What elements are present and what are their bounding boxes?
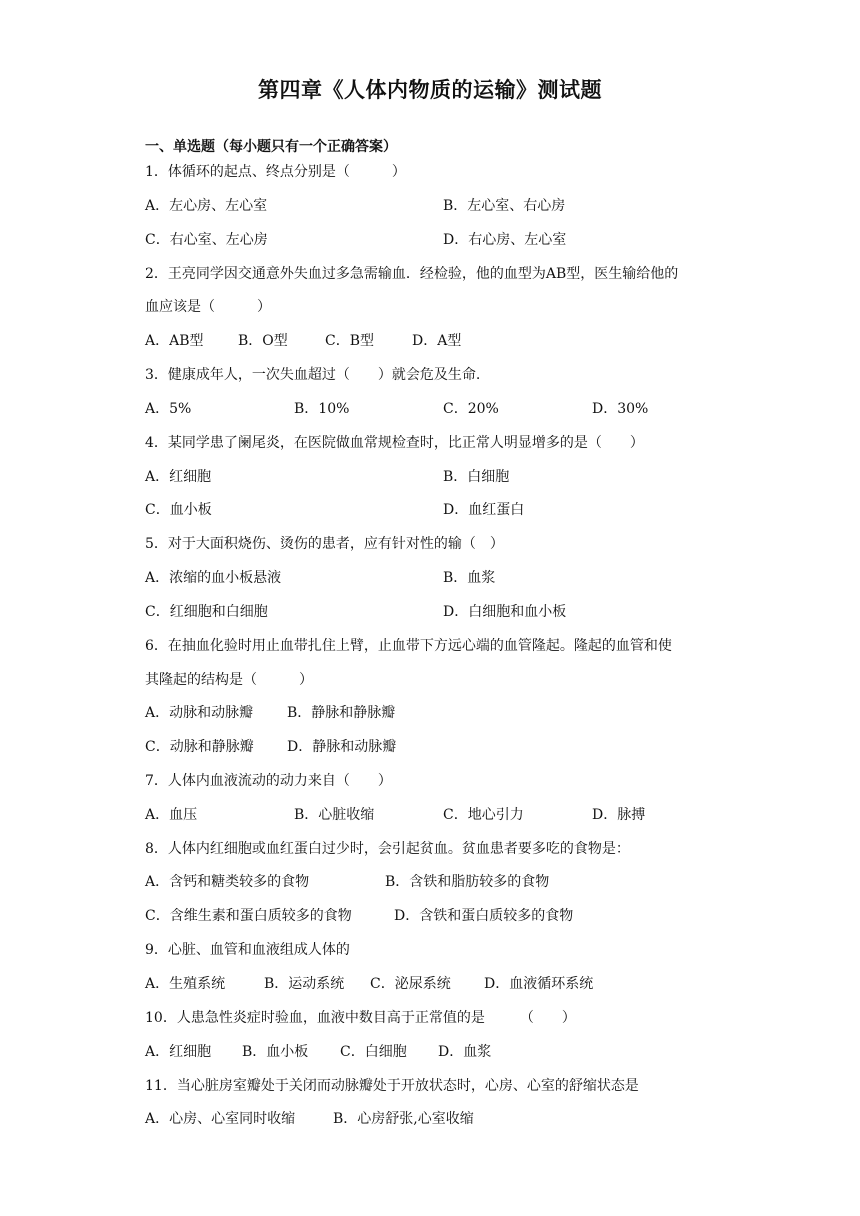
question-9-stem: 9．心脏、血管和血液组成人体的 (145, 942, 350, 958)
question-3-option-c: C．20% (443, 401, 499, 417)
question-8-option-a: A．含钙和糖类较多的食物 (145, 874, 310, 890)
question-2-stem-line-1: 2．王亮同学因交通意外失血过多急需输血．经检验，他的血型为AB型，医生输给他的 (145, 266, 679, 282)
question-8-option-c: C．含维生素和蛋白质较多的食物 (145, 908, 352, 924)
question-10-stem: 10．人患急性炎症时验血，血液中数目高于正常值的是 （ ） (145, 1010, 576, 1026)
question-7-option-a: A．血压 (145, 807, 198, 823)
question-3-option-a: A．5% (145, 401, 192, 417)
question-9-option-c: C．泌尿系统 (370, 976, 451, 992)
question-5-stem: 5．对于大面积烧伤、烫伤的患者，应有针对性的输（ ） (145, 536, 504, 552)
question-9-option-a: A．生殖系统 (145, 976, 226, 992)
question-3-option-b: B．10% (294, 401, 350, 417)
question-7-option-c: C．地心引力 (443, 807, 524, 823)
question-7-stem: 7．人体内血液流动的动力来自（ ） (145, 773, 392, 789)
question-5-option-d: D．白细胞和血小板 (443, 604, 567, 620)
question-1-stem: 1．体循环的起点、终点分别是（ ） (145, 164, 406, 180)
question-2-stem-line-2: 血应该是（ ） (145, 299, 271, 315)
question-6-option-a: A．动脉和动脉瓣 (145, 705, 254, 721)
question-1-option-b: B．左心室、右心房 (443, 198, 566, 214)
question-8-option-b: B．含铁和脂肪较多的食物 (385, 874, 550, 890)
question-4-option-d: D．血红蛋白 (443, 502, 525, 518)
question-1-option-d: D．右心房、左心室 (443, 232, 567, 248)
question-2-option-d: D．A型 (412, 333, 462, 349)
question-6-option-d: D．静脉和动脉瓣 (287, 739, 397, 755)
question-6-stem-line-1: 6．在抽血化验时用止血带扎住上臂，止血带下方远心端的血管隆起。隆起的血管和使 (145, 638, 672, 654)
question-8-option-d: D．含铁和蛋白质较多的食物 (394, 908, 574, 924)
question-4-stem: 4．某同学患了阑尾炎，在医院做血常规检查时，比正常人明显增多的是（ ） (145, 435, 644, 451)
question-8-stem: 8．人体内红细胞或血红蛋白过少时，会引起贫血。贫血患者要多吃的食物是： (145, 841, 630, 857)
question-11-stem: 11．当心脏房室瓣处于关闭而动脉瓣处于开放状态时，心房、心室的舒缩状态是 (145, 1078, 639, 1094)
question-2-option-a: A．AB型 (145, 333, 204, 349)
question-10-option-a: A．红细胞 (145, 1044, 212, 1060)
question-1-option-c: C．右心室、左心房 (145, 232, 268, 248)
question-9-option-d: D．血液循环系统 (484, 976, 594, 992)
question-11-option-a: A．心房、心室同时收缩 (145, 1111, 296, 1127)
question-4-option-b: B．白细胞 (443, 469, 510, 485)
question-4-option-a: A．红细胞 (145, 469, 212, 485)
question-3-option-d: D．30% (592, 401, 649, 417)
page-title: 第四章《人体内物质的运输》测试题 (258, 77, 602, 102)
question-6-option-b: B．静脉和静脉瓣 (287, 705, 396, 721)
question-9-option-b: B．运动系统 (264, 976, 345, 992)
question-10-option-d: D．血浆 (438, 1044, 492, 1060)
question-6-option-c: C．动脉和静脉瓣 (145, 739, 254, 755)
question-5-option-b: B．血浆 (443, 570, 496, 586)
question-7-option-d: D．脉搏 (592, 807, 646, 823)
question-6-stem-line-2: 其隆起的结构是（ ） (145, 672, 313, 688)
question-11-option-b: B．心房舒张,心室收缩 (333, 1111, 474, 1127)
question-3-stem: 3．健康成年人，一次失血超过（ ）就会危及生命. (145, 367, 481, 383)
section-heading: 一、单选题（每小题只有一个正确答案） (145, 139, 397, 155)
question-7-option-b: B．心脏收缩 (294, 807, 375, 823)
question-10-option-c: C．白细胞 (340, 1044, 407, 1060)
question-2-option-c: C．B型 (325, 333, 374, 349)
question-5-option-a: A．浓缩的血小板悬液 (145, 570, 282, 586)
question-5-option-c: C．红细胞和白细胞 (145, 604, 268, 620)
question-10-option-b: B．血小板 (242, 1044, 309, 1060)
question-2-option-b: B．O型 (238, 333, 288, 349)
question-1-option-a: A．左心房、左心室 (145, 198, 268, 214)
question-4-option-c: C．血小板 (145, 502, 212, 518)
